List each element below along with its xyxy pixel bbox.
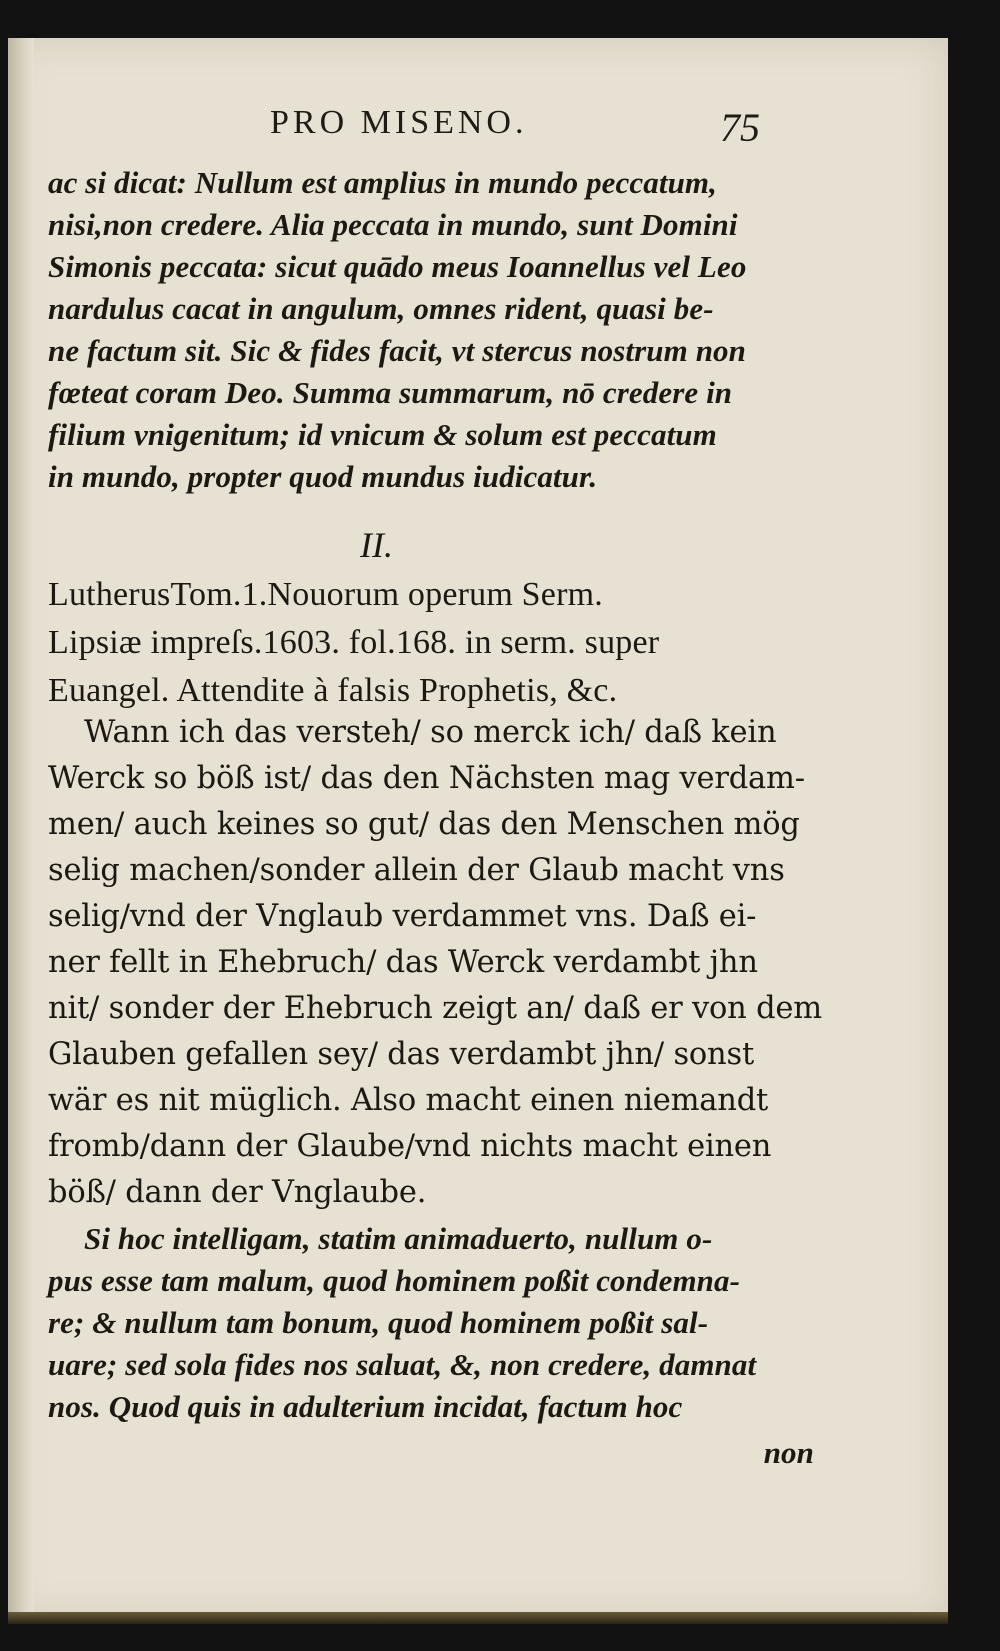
german-line: Wann ich das versteh/ so merck ich/ daß kein	[84, 715, 777, 750]
citation-line: Euangel. Attendite à falsis Prophetis, &c.	[48, 672, 618, 709]
german-line: Werck so böß ist/ das den Nächsten mag verdam-	[48, 761, 805, 796]
citation-line: LutherusTom.1.Nouorum operum Serm.	[48, 576, 603, 613]
latin-line: nos. Quod quis in adulterium incidat, factum hoc	[48, 1389, 683, 1424]
latin-line: fœteat coram Deo. Summa summarum, nō credere in	[48, 375, 733, 410]
latin-line: ne factum sit. Sic & fides facit, vt stercus nostrum non	[48, 333, 746, 368]
latin-line: Si hoc intelligam, statim animaduerto, nullum o-	[84, 1221, 713, 1256]
catchword: non	[763, 1435, 814, 1470]
section-number: II.	[360, 525, 393, 565]
running-title: PRO MISENO.	[270, 104, 528, 141]
german-line: men/ auch keines so gut/ das den Menschen mög	[48, 807, 800, 842]
german-line: Glauben gefallen sey/ das verdambt jhn/ sonst	[48, 1037, 755, 1072]
german-line: wär es nit müglich. Also macht einen niemandt	[48, 1083, 769, 1118]
german-line: selig/vnd der Vnglaub verdammet vns. Daß ei-	[48, 899, 757, 934]
german-line: fromb/dann der Glaube/vnd nichts macht einen	[48, 1129, 772, 1164]
latin-line: re; & nullum tam bonum, quod hominem poßit sal-	[48, 1305, 709, 1340]
latin-line: in mundo, propter quod mundus iudicatur.	[48, 459, 598, 494]
latin-line: pus esse tam malum, quod hominem poßit condemna-	[48, 1263, 741, 1298]
page-number: 75	[720, 105, 760, 150]
latin-line: nisi,non credere. Alia peccata in mundo, sunt Domini	[48, 207, 738, 242]
page-gutter-shadow	[8, 38, 34, 1620]
german-line: selig machen/sonder allein der Glaub macht vns	[48, 853, 785, 888]
latin-line: ac si dicat: Nullum est amplius in mundo peccatum,	[48, 165, 717, 200]
latin-line: uare; sed sola fides nos saluat, &, non credere, damnat	[48, 1347, 757, 1382]
german-line: ner fellt in Ehebruch/ das Werck verdambt jhn	[48, 945, 758, 980]
german-line: nit/ sonder der Ehebruch zeigt an/ daß er von dem	[48, 991, 822, 1026]
latin-line: filium vnigenitum; id vnicum & solum est peccatum	[48, 417, 717, 452]
german-line: böß/ dann der Vnglaube.	[48, 1175, 427, 1210]
page-bottom-edge	[8, 1612, 948, 1624]
latin-line: Simonis peccata: sicut quādo meus Ioannellus vel Leo	[48, 249, 747, 284]
citation-line: Lipsiæ impreſs.1603. fol.168. in serm. super	[48, 624, 660, 661]
latin-line: nardulus cacat in angulum, omnes rident, quasi be-	[48, 291, 714, 326]
